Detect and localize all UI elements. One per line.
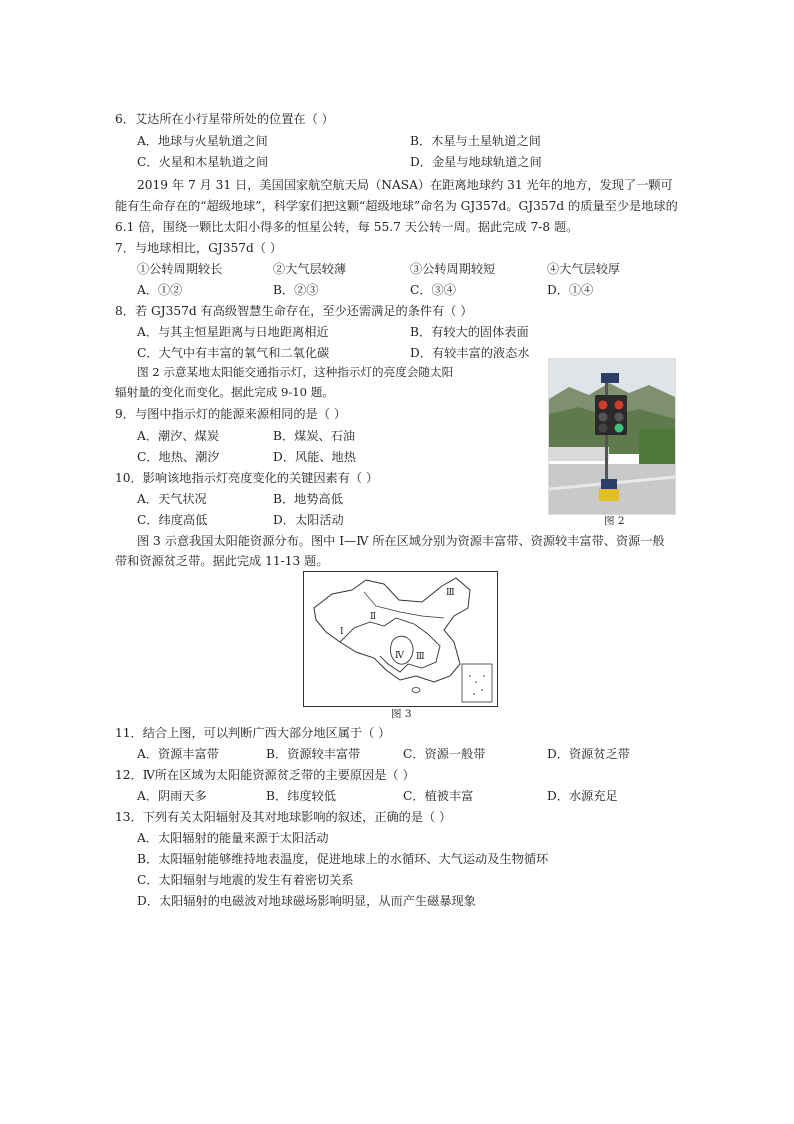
- map-region-1-label: Ⅰ: [340, 627, 344, 637]
- q12-option-d[interactable]: D．水源充足: [547, 789, 618, 803]
- question-11-stem: 11．结合上图，可以判断广西大部分地区属于（ ）: [115, 726, 391, 740]
- passage-1-line-1: 2019 年 7 月 31 日，美国国家航空航天局（NASA）在距离地球约 31 光年的地方，发现了一颗可: [137, 178, 673, 192]
- q8-option-b[interactable]: B．有较大的固体表面: [410, 325, 529, 339]
- q11-option-a[interactable]: A．资源丰富带: [137, 747, 219, 761]
- q7-option-a[interactable]: A．①②: [137, 283, 183, 297]
- question-12-stem: 12．Ⅳ所在区域为太阳能资源贫乏带的主要原因是（ ）: [115, 768, 415, 782]
- q13-option-a[interactable]: A．太阳辐射的能量来源于太阳活动: [137, 831, 329, 845]
- q7-option-d[interactable]: D．①④: [547, 283, 594, 297]
- figure-3-china-solar-map: [303, 571, 498, 707]
- question-9-stem: 9．与图中指示灯的能源来源相同的是（ ）: [115, 407, 347, 421]
- map-region-3-south-label: Ⅲ: [416, 652, 425, 662]
- map-region-4-label: Ⅳ: [395, 651, 404, 661]
- q8-option-d[interactable]: D．有较丰富的液态水: [410, 346, 530, 360]
- map-region-3-north-label: Ⅲ: [446, 588, 455, 598]
- q10-option-d[interactable]: D．太阳活动: [273, 513, 344, 527]
- figure-2-traffic-light-photo: [548, 358, 676, 515]
- question-7-stem: 7．与地球相比，GJ357d（ ）: [115, 241, 283, 255]
- q6-option-b[interactable]: B．木星与土星轨道之间: [410, 134, 541, 148]
- q7-statement-1: ①公转周期较长: [137, 262, 223, 276]
- q8-option-c[interactable]: C．大气中有丰富的氧气和二氧化碳: [137, 346, 330, 360]
- q7-statement-2: ②大气层较薄: [273, 262, 347, 276]
- passage-3-line-2: 带和资源贫乏带。据此完成 11-13 题。: [115, 554, 329, 568]
- question-6-stem: 6．艾达所在小行星带所处的位置在（ ）: [115, 112, 334, 126]
- q13-option-c[interactable]: C．太阳辐射与地震的发生有着密切关系: [137, 873, 354, 887]
- q10-option-c[interactable]: C．纬度高低: [137, 513, 208, 527]
- passage-2-line-2: 辐射量的变化而变化。据此完成 9-10 题。: [115, 385, 334, 399]
- passage-3-line-1: 图 3 示意我国太阳能资源分布。图中 Ⅰ—Ⅳ 所在区域分别为资源丰富带、资源较丰富带、资源一般: [137, 534, 665, 548]
- q6-option-c[interactable]: C．火星和木星轨道之间: [137, 155, 269, 169]
- passage-2-line-1: 图 2 示意某地太阳能交通指示灯，这种指示灯的亮度会随太阳: [137, 365, 454, 379]
- q12-option-c[interactable]: C．植被丰富: [403, 789, 474, 803]
- q11-option-d[interactable]: D．资源贫乏带: [547, 747, 630, 761]
- map-region-2-label: Ⅱ: [370, 612, 377, 622]
- q11-option-c[interactable]: C．资源一般带: [403, 747, 486, 761]
- q8-option-a[interactable]: A．与其主恒星距离与日地距离相近: [137, 325, 329, 339]
- q9-option-d[interactable]: D．风能、地热: [273, 450, 356, 464]
- passage-1-line-3: 6.1 倍，围绕一颗比太阳小得多的恒星公转，每 55.7 天公转一周。据此完成 7-8 题。: [115, 220, 579, 234]
- question-8-stem: 8．若 GJ357d 有高级智慧生命存在，至少还需满足的条件有（ ）: [115, 304, 473, 318]
- q9-option-b[interactable]: B．煤炭、石油: [273, 429, 356, 443]
- q6-option-a[interactable]: A．地球与火星轨道之间: [137, 134, 268, 148]
- q9-option-c[interactable]: C．地热、潮汐: [137, 450, 220, 464]
- question-10-stem: 10．影响该地指示灯亮度变化的关键因素有（ ）: [115, 471, 379, 485]
- q13-option-d[interactable]: D．太阳辐射的电磁波对地球磁场影响明显，从而产生磁暴现象: [137, 894, 476, 908]
- traffic-light-illustration: [549, 359, 675, 514]
- q11-option-b[interactable]: B．资源较丰富带: [266, 747, 361, 761]
- china-map-outline: [304, 572, 497, 706]
- q13-option-b[interactable]: B．太阳辐射能够维持地表温度，促进地球上的水循环、大气运动及生物循环: [137, 852, 549, 866]
- q7-statement-3: ③公转周期较短: [410, 262, 496, 276]
- q10-option-a[interactable]: A．天气状况: [137, 492, 207, 506]
- passage-1-line-2: 能有生命存在的“超级地球”，科学家们把这颗“超级地球”命名为 GJ357d。GJ357d 的质量至少是地球的: [115, 199, 678, 213]
- figure-3-caption: 图 3: [391, 708, 412, 720]
- q12-option-a[interactable]: A．阴雨天多: [137, 789, 207, 803]
- question-13-stem: 13．下列有关太阳辐射及其对地球影响的叙述，正确的是（ ）: [115, 810, 452, 824]
- q6-option-d[interactable]: D．金星与地球轨道之间: [410, 155, 542, 169]
- q9-option-a[interactable]: A．潮汐、煤炭: [137, 429, 219, 443]
- q7-option-b[interactable]: B．②③: [273, 283, 319, 297]
- q12-option-b[interactable]: B．纬度较低: [266, 789, 336, 803]
- figure-2-caption: 图 2: [604, 515, 625, 527]
- q10-option-b[interactable]: B．地势高低: [273, 492, 343, 506]
- q7-statement-4: ④大气层较厚: [547, 262, 621, 276]
- q7-option-c[interactable]: C．③④: [410, 283, 456, 297]
